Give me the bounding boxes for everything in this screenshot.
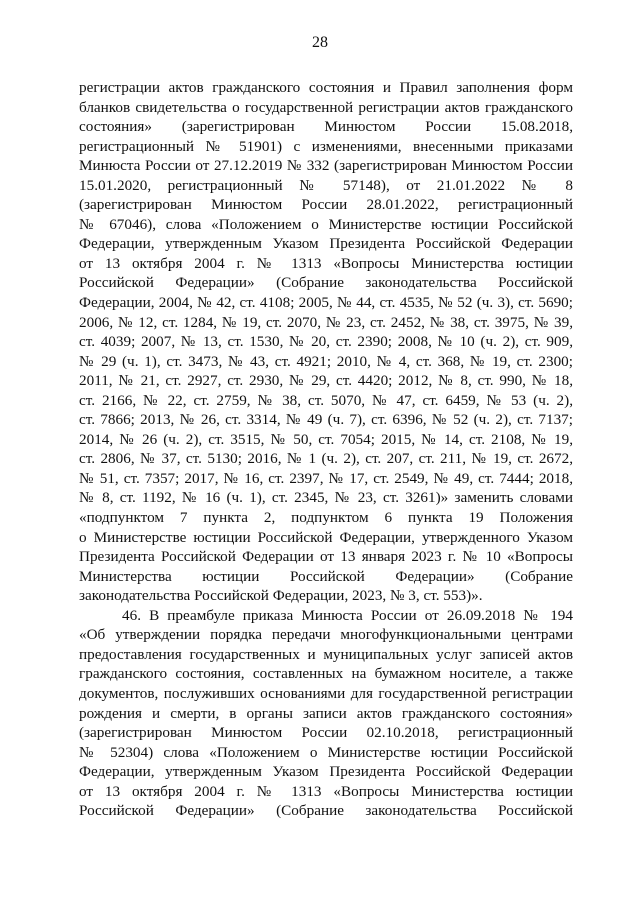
- text-line: законодательства Российской Федерации, 2023, № 3, ст. 553)».: [79, 587, 483, 605]
- text-line: Российской Федерации» (Собрание законодательства Российской: [79, 274, 573, 292]
- text-line: регистрации актов гражданского состояния и Правил заполнения форм: [79, 79, 573, 96]
- body-text: [79, 78, 573, 821]
- text-line: 2014, № 26 (ч. 2), ст. 3515, № 50, ст. 7054; 2015, № 14, ст. 2108, № 19,: [79, 430, 573, 448]
- text-line: гражданского состояния, составленных на бумажном носителе, а также: [79, 665, 573, 683]
- text-line: ст. 7866; 2013, № 26, ст. 3314, № 49 (ч. 7), ст. 6396, № 52 (ч. 2), ст. 7137;: [79, 411, 573, 429]
- text-line: 2006, № 12, ст. 1284, № 19, ст. 2070, № 23, ст. 2452, № 38, ст. 3975, № 39,: [79, 313, 573, 331]
- text-line: № 29 (ч. 1), ст. 3473, № 43, ст. 4921; 2010, № 4, ст. 368, № 19, ст. 2300;: [79, 352, 573, 370]
- text-line: «подпунктом 7 пункта 2, подпунктом 6 пункта 19 Положения: [79, 509, 573, 527]
- text-line: документов, послуживших основаниями для государственной регистрации: [79, 684, 573, 702]
- text-line: от 13 октября 2004 г. № 1313 «Вопросы Министерства юстиции: [79, 254, 573, 272]
- text-line: Федерации, утвержденным Указом Президента Российской Федерации: [79, 763, 573, 781]
- text-line: ст. 2166, № 22, ст. 2759, № 38, ст. 5070, № 47, ст. 6459, № 53 (ч. 2),: [79, 391, 573, 409]
- text-line: Минюста России от 27.12.2019 № 332 (зарегистрирован Минюстом России: [79, 157, 573, 175]
- text-line: Президента Российской Федерации от 13 января 2023 г. № 10 «Вопросы: [79, 548, 573, 566]
- text-line: № 8, ст. 1192, № 16 (ч. 1), ст. 2345, № 23, ст. 3261)» заменить словами: [79, 489, 573, 507]
- page-number: 28: [312, 34, 328, 51]
- text-line: 2011, № 21, ст. 2927, ст. 2930, № 29, ст. 4420; 2012, № 8, ст. 990, № 18,: [79, 372, 573, 390]
- text-line: Федерации, 2004, № 42, ст. 4108; 2005, № 44, ст. 4535, № 52 (ч. 3), ст. 5690;: [79, 294, 573, 312]
- text-line: ст. 4039; 2007, № 13, ст. 1530, № 20, ст. 2390; 2008, № 10 (ч. 2), ст. 909,: [79, 333, 573, 351]
- text-line: о Министерстве юстиции Российской Федерации, утвержденного Указом: [79, 528, 573, 546]
- text-line: № 51, ст. 7357; 2017, № 16, ст. 2397, № 17, ст. 2549, № 49, ст. 7444; 2018,: [79, 469, 573, 487]
- text-line: Российской Федерации» (Собрание законодательства Российской: [79, 802, 573, 820]
- text-line: № 67046), слова «Положением о Министерстве юстиции Российской: [79, 215, 573, 233]
- text-line: Федерации, утвержденным Указом Президента Российской Федерации: [79, 235, 573, 253]
- text-line: рождения и смерти, в органы записи актов гражданского состояния»: [79, 704, 573, 722]
- text-line: (зарегистрирован Минюстом России 02.10.2018, регистрационный: [79, 724, 573, 742]
- text-line: бланков свидетельства о государственной регистрации актов гражданского: [79, 98, 573, 116]
- text-line: ст. 2806, № 37, ст. 5130; 2016, № 1 (ч. 2), ст. 207, ст. 211, № 19, ст. 2672,: [79, 450, 573, 468]
- text-line: от 13 октября 2004 г. № 1313 «Вопросы Министерства юстиции: [79, 782, 573, 800]
- text-line: регистрационный № 51901) с изменениями, внесенными приказами: [79, 137, 573, 155]
- text-line: состояния» (зарегистрирован Минюстом России 15.08.2018,: [79, 118, 573, 136]
- paragraph-start-line: 46. В преамбуле приказа Минюста России от 26.09.2018 № 194: [122, 606, 573, 624]
- text-line: 15.01.2020, регистрационный № 57148), от 21.01.2022 № 8: [79, 176, 573, 194]
- text-line: Министерства юстиции Российской Федерации» (Собрание: [79, 567, 573, 585]
- text-line: предоставления государственных и муниципальных услуг записей актов: [79, 645, 573, 663]
- text-line: № 52304) слова «Положением о Министерстве юстиции Российской: [79, 743, 573, 761]
- text-line: (зарегистрирован Минюстом России 28.01.2022, регистрационный: [79, 196, 573, 214]
- text-line: «Об утверждении порядка передачи многофункциональными центрами: [79, 626, 573, 644]
